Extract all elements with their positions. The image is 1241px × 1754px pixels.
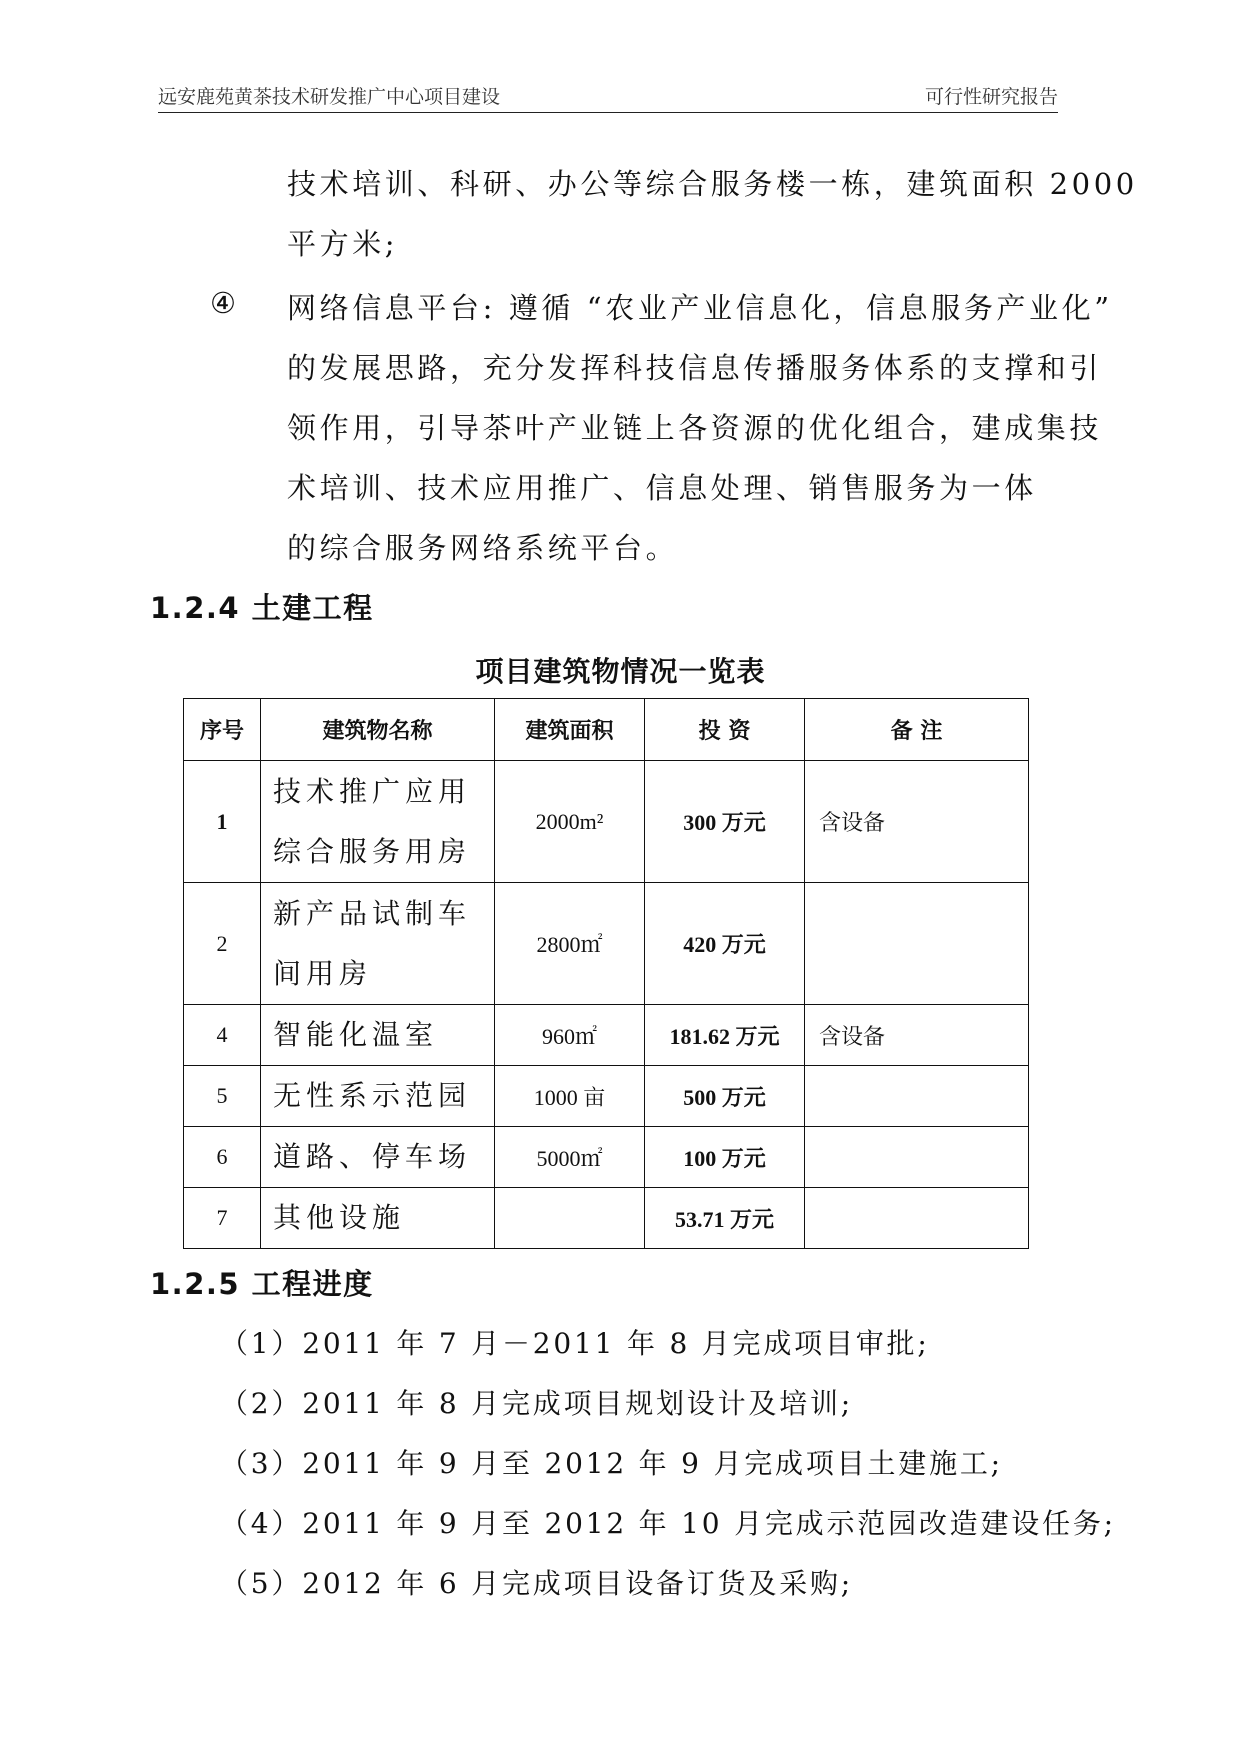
cell-area: [495, 1188, 645, 1249]
cell-no: 2: [184, 883, 261, 1005]
page-header: [158, 86, 1058, 113]
cell-name: 无性系示范园: [261, 1066, 495, 1127]
progress-item-5: （5）2012 年 6 月完成项目设备订货及采购;: [220, 1567, 854, 1600]
buildings-table: [183, 698, 1029, 1249]
table-row: [184, 1066, 1029, 1127]
cell-invest: 420 万元: [645, 883, 805, 1005]
cell-no: 4: [184, 1005, 261, 1066]
cell-name: 道路、停车场: [261, 1127, 495, 1188]
header-name: 建筑物名称: [261, 699, 495, 761]
progress-item-1: （1）2011 年 7 月－2011 年 8 月完成项目审批;: [220, 1327, 930, 1360]
name-line: 新产品试制车: [273, 896, 472, 930]
header-report-type: 可行性研究报告: [924, 86, 1058, 108]
intro-line-2: 平方米;: [287, 227, 399, 261]
cell-no: 7: [184, 1188, 261, 1249]
bullet4-line-2: 的发展思路，充分发挥科技信息传播服务体系的支撑和引: [287, 351, 1103, 385]
name-line: 间用房: [273, 956, 373, 990]
bullet4-line-3: 领作用，引导茶叶产业链上各资源的优化组合，建成集技: [287, 411, 1103, 445]
bullet4-line-5: 的综合服务网络系统平台。: [287, 531, 679, 565]
cell-name: [261, 761, 495, 883]
cell-note: [805, 1188, 1029, 1249]
name-line: 技术推广应用: [273, 774, 472, 808]
cell-invest: 53.71 万元: [645, 1188, 805, 1249]
cell-invest: 181.62 万元: [645, 1005, 805, 1066]
cell-invest: 500 万元: [645, 1066, 805, 1127]
header-no: 序号: [184, 699, 261, 761]
cell-area: 960㎡: [495, 1005, 645, 1066]
section-heading-1-2-5: 1.2.5 工程进度: [150, 1267, 374, 1301]
table-row: [184, 883, 1029, 1005]
cell-note: [805, 1066, 1029, 1127]
table-row: [184, 1127, 1029, 1188]
cell-name: 其他设施: [261, 1188, 495, 1249]
intro-line-1: 技术培训、科研、办公等综合服务楼一栋，建筑面积 2000: [287, 167, 1138, 201]
cell-name: [261, 883, 495, 1005]
cell-note: 含设备: [805, 1005, 1029, 1066]
section-heading-1-2-4: 1.2.4 土建工程: [150, 591, 374, 625]
progress-item-3: （3）2011 年 9 月至 2012 年 9 月完成项目土建施工;: [220, 1447, 1003, 1480]
cell-area: 5000㎡: [495, 1127, 645, 1188]
progress-item-4: （4）2011 年 9 月至 2012 年 10 月完成示范园改造建设任务;: [220, 1507, 1116, 1540]
cell-no: 5: [184, 1066, 261, 1127]
cell-no: 6: [184, 1127, 261, 1188]
table-row: [184, 1188, 1029, 1249]
bullet-marker-4: ④: [210, 286, 236, 320]
header-area: 建筑面积: [495, 699, 645, 761]
header-project-title: 远安鹿苑黄茶技术研发推广中心项目建设: [158, 86, 501, 108]
cell-invest: 300 万元: [645, 761, 805, 883]
bullet4-line-4: 术培训、技术应用推广、信息处理、销售服务为一体: [287, 471, 1037, 505]
cell-no: 1: [184, 761, 261, 883]
table-row: [184, 1005, 1029, 1066]
header-note: 备 注: [805, 699, 1029, 761]
cell-area: 2000m²: [495, 761, 645, 883]
cell-note: 含设备: [805, 761, 1029, 883]
cell-area: 1000 亩: [495, 1066, 645, 1127]
bullet4-line-1: 网络信息平台: 遵循 “农业产业信息化，信息服务产业化”: [287, 291, 1113, 325]
progress-item-2: （2）2011 年 8 月完成项目规划设计及培训;: [220, 1387, 854, 1420]
name-line: 综合服务用房: [273, 834, 472, 868]
cell-invest: 100 万元: [645, 1127, 805, 1188]
table-title: 项目建筑物情况一览表: [475, 655, 766, 688]
cell-area: 2800㎡: [495, 883, 645, 1005]
cell-note: [805, 883, 1029, 1005]
table-row: [184, 761, 1029, 883]
cell-note: [805, 1127, 1029, 1188]
cell-name: 智能化温室: [261, 1005, 495, 1066]
header-invest: 投 资: [645, 699, 805, 761]
table-header-row: [184, 699, 1029, 761]
